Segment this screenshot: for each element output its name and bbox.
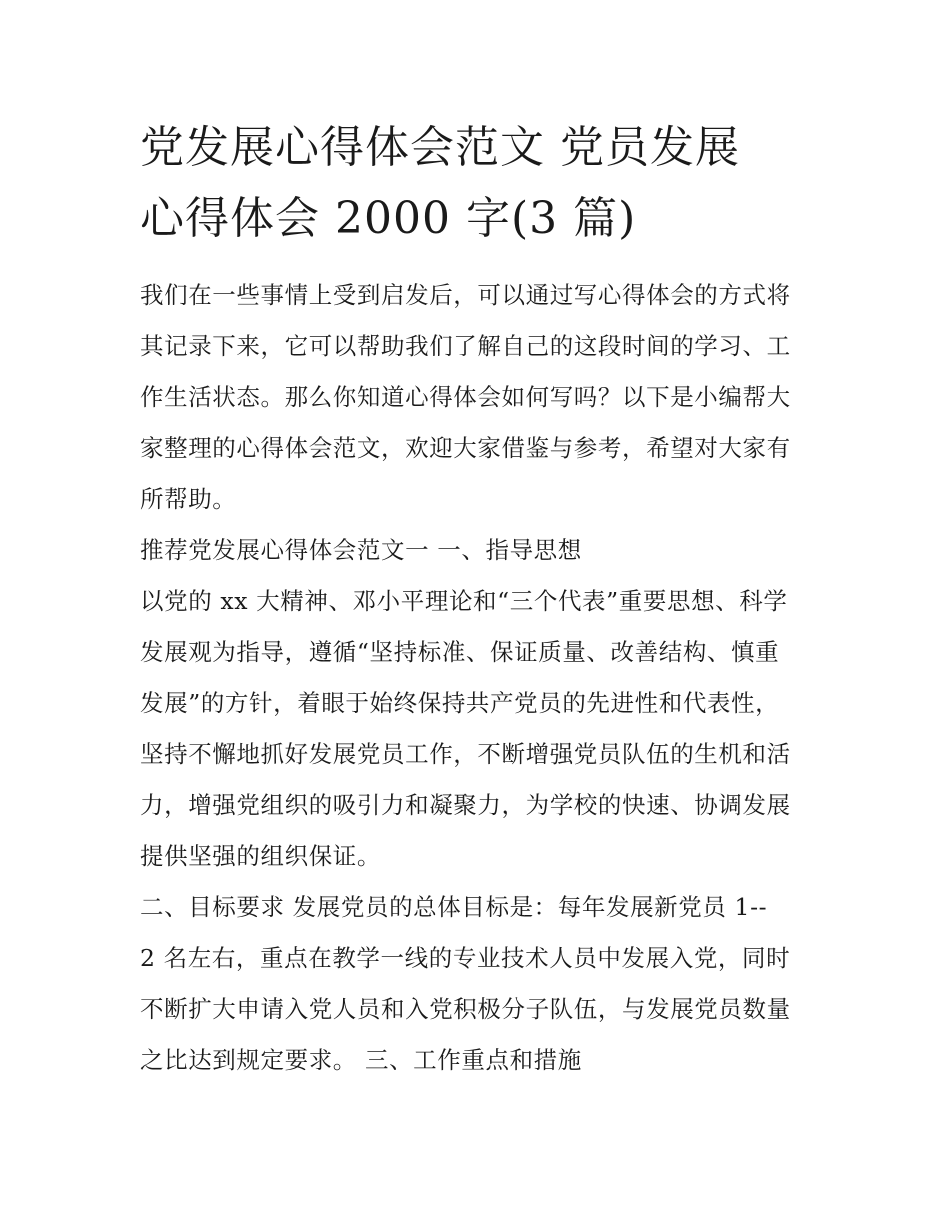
text-line: 发展”的方针，着眼于始终保持共产党员的先进性和代表性， xyxy=(140,689,780,717)
goals-paragraph xyxy=(140,882,820,1086)
title-line: 心得体会 2000 字(3 篇) xyxy=(140,193,637,244)
text-line: 作生活状态。那么你知道心得体会如何写吗？以下是小编帮大 xyxy=(140,383,791,411)
text-line: 推荐党发展心得体会范文一 一、指导思想 xyxy=(140,536,582,564)
text-line: 发展观为指导，遵循“坚持标准、保证质量、改善结构、慎重 xyxy=(140,638,780,666)
text-line: 提供坚强的组织保证。 xyxy=(140,842,381,870)
text-line: 力，增强党组织的吸引力和凝聚力，为学校的快速、协调发展 xyxy=(140,791,791,819)
intro-paragraph xyxy=(140,270,820,525)
section-heading xyxy=(140,525,820,576)
text-line: 我们在一些事情上受到启发后，可以通过写心得体会的方式将 xyxy=(140,281,791,309)
text-line: 所帮助。 xyxy=(140,485,237,513)
document-page xyxy=(140,112,820,1086)
text-line: 2 名左右，重点在教学一线的专业技术人员中发展入党，同时 xyxy=(140,944,791,972)
document-title xyxy=(140,112,812,254)
text-line: 二、目标要求 发展党员的总体目标是：每年发展新党员 1-- xyxy=(140,893,768,921)
guiding-thought-paragraph xyxy=(140,576,820,882)
text-line: 家整理的心得体会范文，欢迎大家借鉴与参考，希望对大家有 xyxy=(140,434,791,462)
document-body xyxy=(140,270,820,1086)
text-line: 其记录下来，它可以帮助我们了解自己的这段时间的学习、工 xyxy=(140,332,791,360)
text-line: 以党的 xx 大精神、邓小平理论和“三个代表”重要思想、科学 xyxy=(140,587,788,615)
text-line: 不断扩大申请入党人员和入党积极分子队伍，与发展党员数量 xyxy=(140,995,791,1023)
text-line: 坚持不懈地抓好发展党员工作，不断增强党员队伍的生机和活 xyxy=(140,740,791,768)
title-line: 党发展心得体会范文 党员发展 xyxy=(140,122,740,173)
text-line: 之比达到规定要求。 三、工作重点和措施 xyxy=(140,1046,582,1074)
